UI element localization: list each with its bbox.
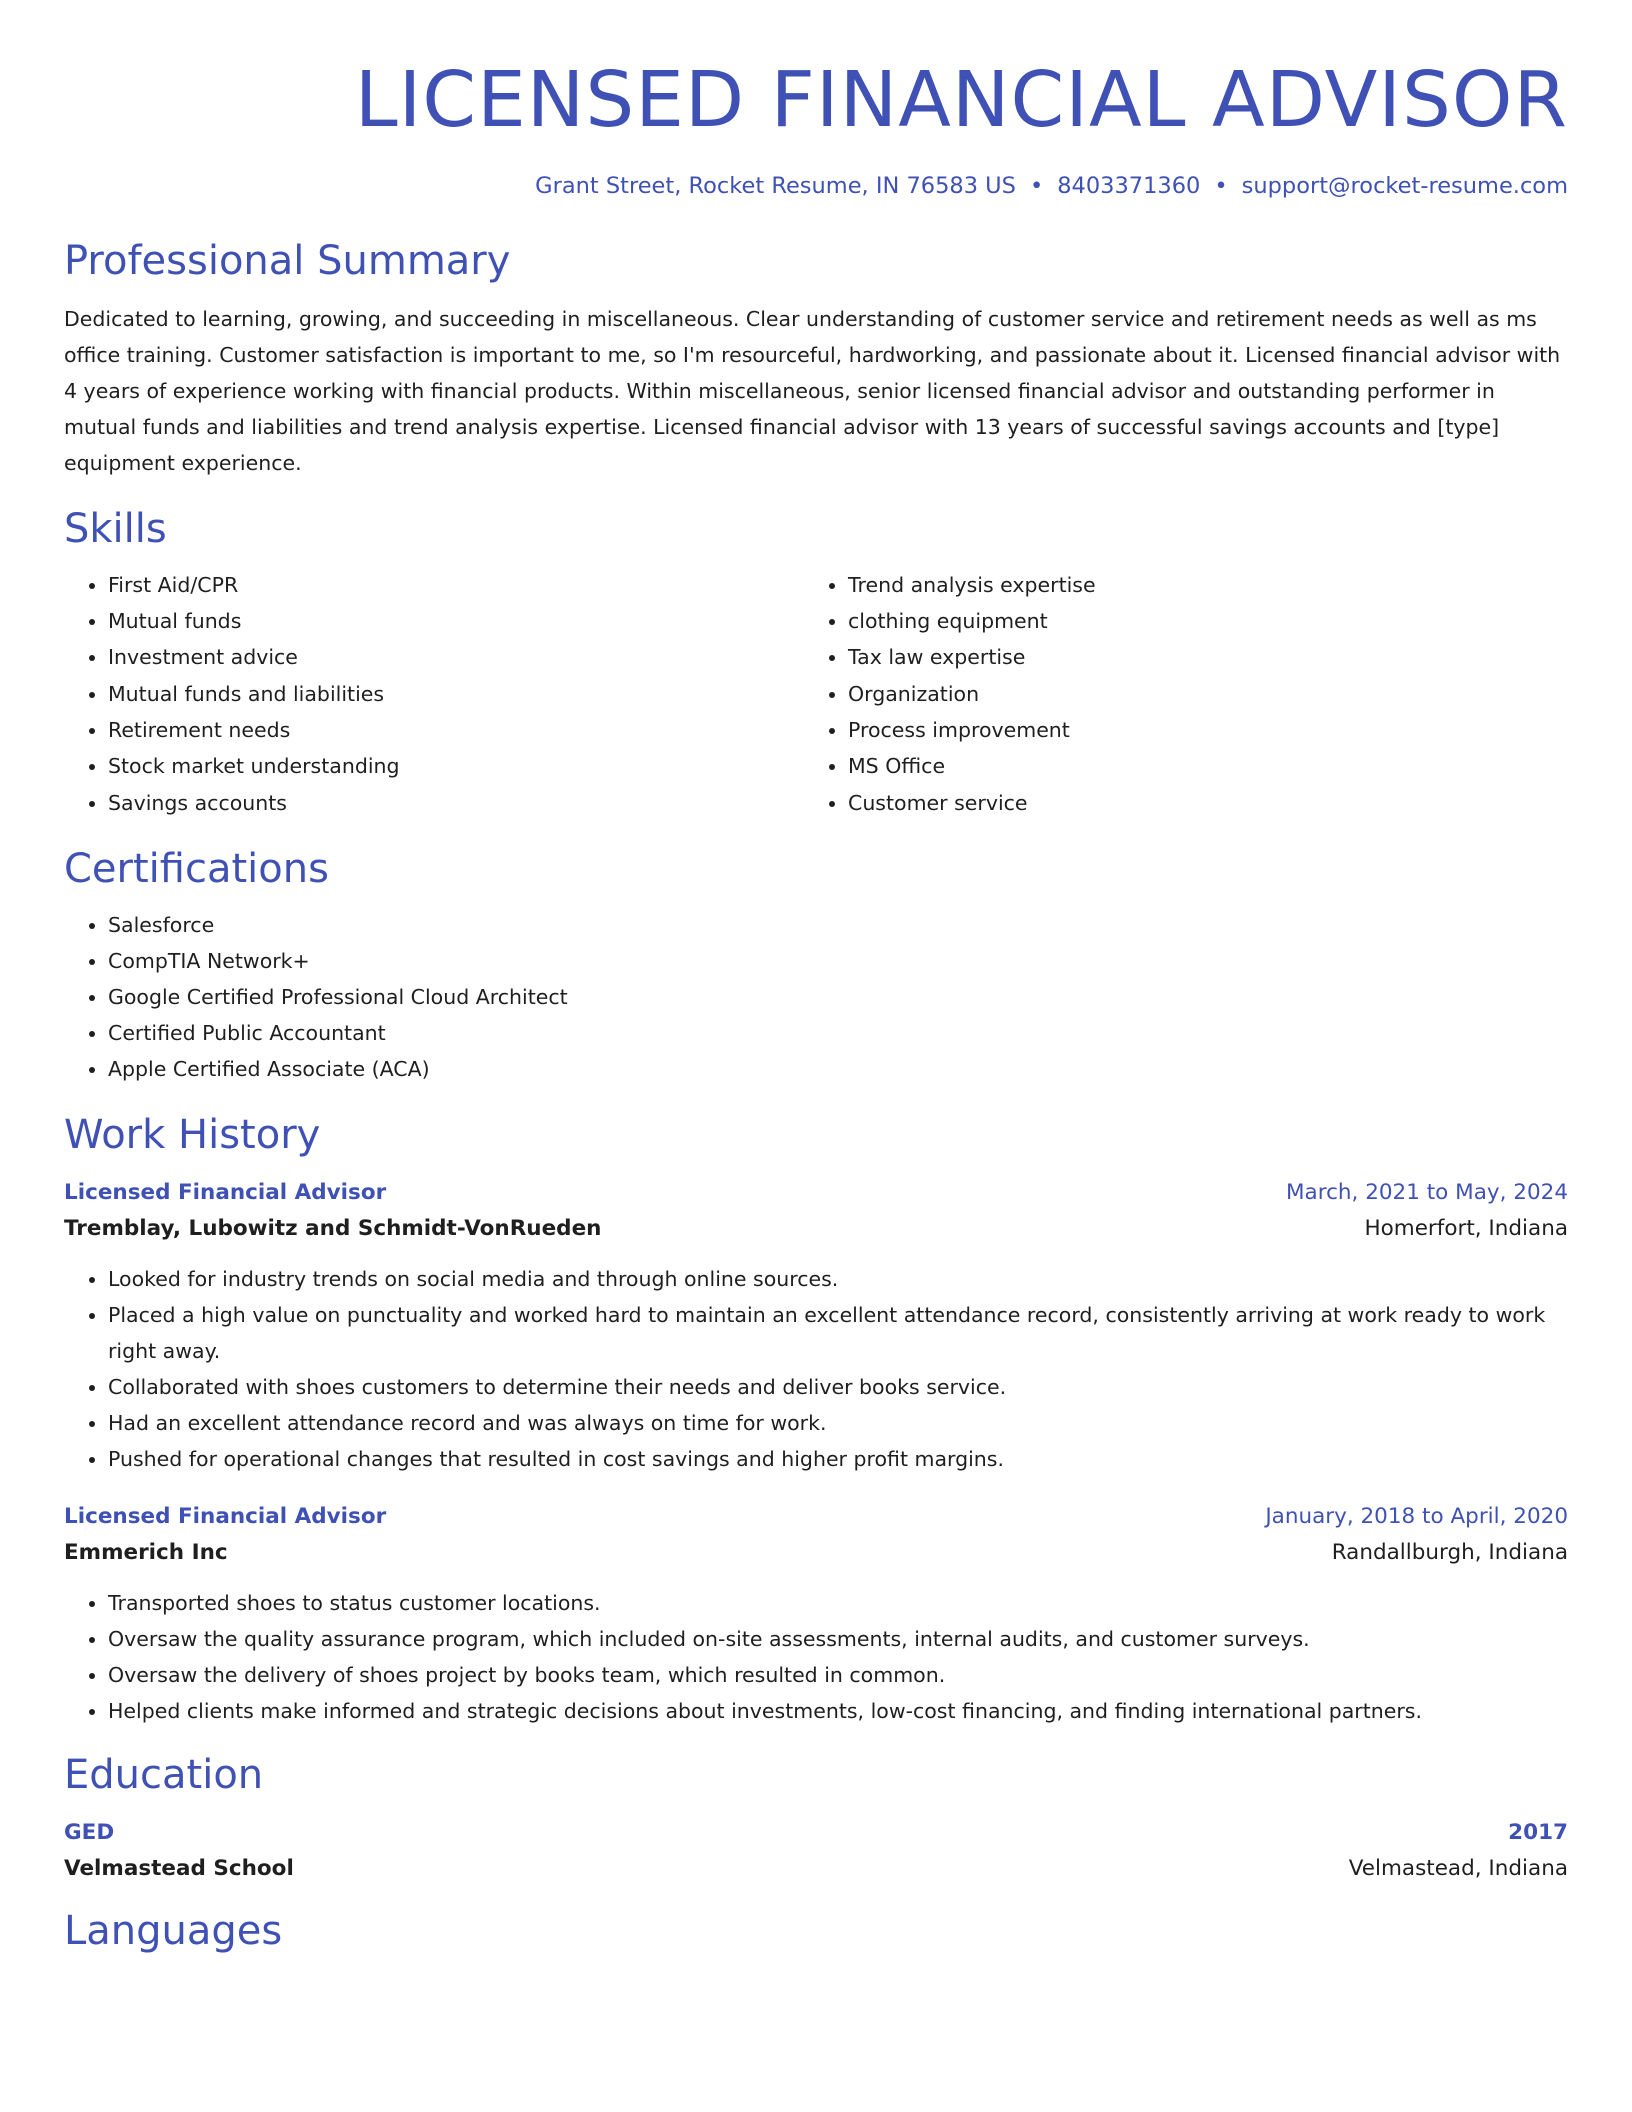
skill-item: • Customer service — [848, 785, 1568, 821]
job-company: Tremblay, Lubowitz and Schmidt-VonRueden — [64, 1215, 602, 1241]
skill-item: • Mutual funds — [108, 603, 804, 639]
skill-item: • clothing equipment — [848, 603, 1568, 639]
skill-item: • Organization — [848, 676, 1568, 712]
job-entry — [64, 1175, 1568, 1477]
certification-item: • Apple Certified Associate (ACA) — [108, 1051, 1568, 1087]
resume-header — [64, 56, 1568, 199]
certification-item: • Certified Public Accountant — [108, 1015, 1568, 1051]
education-degree-row — [64, 1815, 1568, 1851]
job-duty: • Had an excellent attendance record and was always on time for work. — [108, 1405, 1568, 1441]
job-duty: • Oversaw the delivery of shoes project by books team, which resulted in common. — [108, 1657, 1568, 1693]
job-dates: January, 2018 to April, 2020 — [1265, 1503, 1568, 1529]
skill-item: • Retirement needs — [108, 712, 804, 748]
skill-item: • Trend analysis expertise — [848, 567, 1568, 603]
job-title: Licensed Financial Advisor — [64, 1179, 387, 1205]
section-title-languages: Languages — [64, 1907, 283, 1954]
job-company-row — [64, 1211, 1568, 1247]
contact-separator: • — [1029, 172, 1044, 199]
languages-section — [64, 1907, 1568, 1955]
skill-item: • Tax law expertise — [848, 639, 1568, 675]
job-duties-list — [64, 1585, 1568, 1729]
contact-email: support@rocket-resume.com — [1241, 172, 1568, 199]
education-entry — [64, 1815, 1568, 1887]
work-history-section — [64, 1111, 1568, 1729]
education-school-row — [64, 1851, 1568, 1887]
skill-item: • Stock market understanding — [108, 748, 804, 784]
section-title-education: Education — [64, 1751, 264, 1798]
education-location: Velmastead, Indiana — [1348, 1855, 1568, 1881]
job-duty: • Oversaw the quality assurance program, which included on-site assessments, internal audits, and customer surveys. — [108, 1621, 1568, 1657]
job-duty: • Collaborated with shoes customers to determine their needs and deliver books service. — [108, 1369, 1568, 1405]
job-location: Homerfort, Indiana — [1364, 1215, 1568, 1241]
education-year: 2017 — [1508, 1819, 1568, 1845]
certifications-section — [64, 845, 1568, 1087]
job-duties-list — [64, 1261, 1568, 1477]
certification-item: • CompTIA Network+ — [108, 943, 1568, 979]
education-section — [64, 1751, 1568, 1887]
summary-text: Dedicated to learning, growing, and succeeding in miscellaneous. Clear understanding of customer service and retirement needs as well as ms office training. Customer satisfaction is important to me, so I'm resourceful, hardworking, and passionate about it. Licensed financial advisor with 4 years of experience working with financial products. Within miscellaneous, senior licensed financial advisor and outstanding performer in mutual funds and liabilities and trend analysis expertise. Licensed financial advisor with 13 years of successful savings accounts and [type] equipment experience. — [64, 306, 1561, 475]
skills-grid — [64, 567, 1568, 821]
certification-item: • Google Certified Professional Cloud Architect — [108, 979, 1568, 1015]
job-title-row — [64, 1499, 1568, 1535]
skill-item: • Mutual funds and liabilities — [108, 676, 804, 712]
education-school: Velmastead School — [64, 1855, 294, 1881]
skill-item: • First Aid/CPR — [108, 567, 804, 603]
skill-item: • Savings accounts — [108, 785, 804, 821]
skills-list-right — [804, 567, 1568, 821]
job-duty: • Helped clients make informed and strategic decisions about investments, low-cost financing, and finding international partners. — [108, 1693, 1568, 1729]
skill-item: • Investment advice — [108, 639, 804, 675]
certifications-list — [64, 907, 1568, 1087]
contact-line — [64, 173, 1568, 199]
job-title: Licensed Financial Advisor — [64, 1503, 387, 1529]
section-title-certifications: Certifications — [64, 845, 329, 892]
section-title-summary: Professional Summary — [64, 237, 511, 284]
certification-item: • Salesforce — [108, 907, 1568, 943]
contact-address: Grant Street, Rocket Resume, IN 76583 US — [535, 172, 1016, 199]
contact-phone: 8403371360 — [1057, 172, 1201, 199]
job-duty: • Transported shoes to status customer locations. — [108, 1585, 1568, 1621]
job-title-row — [64, 1175, 1568, 1211]
job-company: Emmerich Inc — [64, 1539, 228, 1565]
job-duty: • Placed a high value on punctuality and worked hard to maintain an excellent attendance record, consistently arriving at work ready to work right away. — [108, 1297, 1568, 1369]
job-location: Randallburgh, Indiana — [1331, 1539, 1568, 1565]
section-title-work-history: Work History — [64, 1111, 321, 1158]
skills-section — [64, 505, 1568, 821]
section-title-skills: Skills — [64, 505, 167, 552]
job-duty: • Looked for industry trends on social media and through online sources. — [108, 1261, 1568, 1297]
contact-separator: • — [1214, 172, 1228, 199]
education-degree: GED — [64, 1819, 115, 1845]
skills-list-left — [64, 567, 804, 821]
job-entry — [64, 1499, 1568, 1729]
job-company-row — [64, 1535, 1568, 1571]
job-dates: March, 2021 to May, 2024 — [1285, 1179, 1568, 1205]
page-title: LICENSED FINANCIAL ADVISOR — [354, 56, 1568, 145]
skill-item: • MS Office — [848, 748, 1568, 784]
skill-item: • Process improvement — [848, 712, 1568, 748]
job-duty: • Pushed for operational changes that resulted in cost savings and higher profit margins. — [108, 1441, 1568, 1477]
summary-section — [64, 237, 1568, 481]
